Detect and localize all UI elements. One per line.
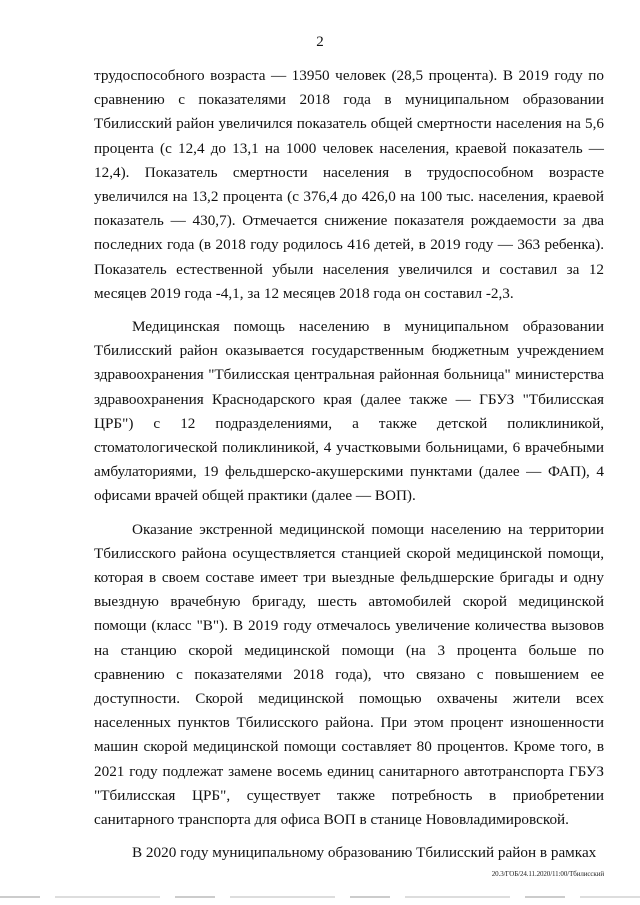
paragraph-1: трудоспособного возраста — 13950 человек (28,5 процента). В 2019 году по сравнению с показателями 2018 года в муниципальном образовании Тбилисский район увеличился показатель общей смертности населения на 5,6 процента (с 12,4 до 13,1 на 1000 человек населения, краевой показатель — 12,4). Показатель смертности населения в трудоспособном возрасте увеличился на 13,2 процента (с 376,4 до 426,0 на 100 тыс. населения, краевой показатель — 430,7). Отмечается снижение показателя рождаемости за два последних года (в 2018 году родилось 416 детей, в 2019 году — 363 ребенка). Показатель естественной убыли населения увеличился и составил за 12 месяцев 2019 года -4,1, за 12 месяцев 2018 года он составил -2,3. <box>94 67 604 302</box>
scan-edge-line <box>0 896 640 898</box>
document-footer-code: 20.3/ГОБ/24.11.2020/11:00/Тбилисский <box>491 870 604 878</box>
page-number: 2 <box>316 34 324 50</box>
paragraph-3: Оказание экстренной медицинской помощи населению на территории Тбилисского района осуществляется станцией скорой медицинской помощи, которая в своем составе имеет три выездные фельдшерские бригады и одну выездную врачебную бригаду, шесть автомобилей скорой медицинской помощи (класс "В"). В 2019 году отмечалось увеличение количества вызовов на станцию скорой медицинской помощи (на 3 процента больше по сравнению с показателями 2018 года), что связано с повышением ее доступности. Скорой медицинской помощью охвачены жители всех населенных пунктов Тбилисского района. При этом процент изношенности машин скорой медицинской помощи составляет 80 процентов. Кроме того, в 2021 году подлежат замене восемь единиц санитарного автотранспорта ГБУЗ "Тбилисская ЦРБ", существует также потребность в приобретении санитарного транспорта для офиса ВОП в станице Нововладимировской. <box>94 520 604 829</box>
paragraph-2: Медицинская помощь населению в муниципальном образовании Тбилисский район оказывается государственным бюджетным учреждением здравоохранения "Тбилисская центральная районная больница" министерства здравоохранения Краснодарского края (далее также — ГБУЗ "Тбилисская ЦРБ") с 12 подразделениями, а также детской поликлиникой, стоматологической поликлиникой, 4 участковыми больницами, 6 врачебными амбулаториями, 19 фельдшерско-акушерскими пунктами (далее — ФАП), 4 офисами врачей общей практики (далее — ВОП). <box>94 318 604 505</box>
paragraph-4: В 2020 году муниципальному образованию Тбилисский район в рамках <box>132 844 597 862</box>
document-body <box>94 64 604 866</box>
